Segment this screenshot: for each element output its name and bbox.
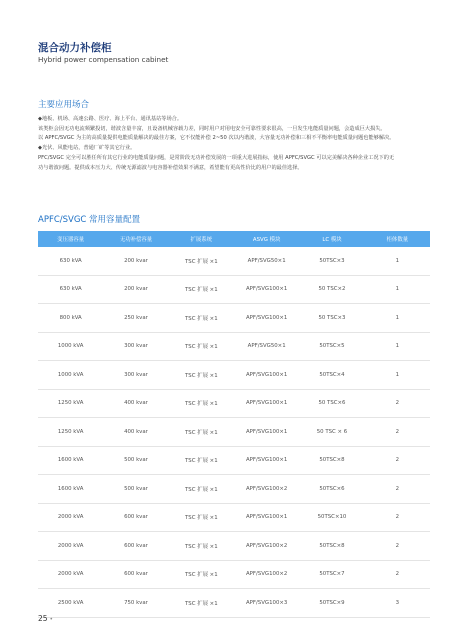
table-cell: 50TSC×9 bbox=[299, 589, 364, 618]
table-cell: 600 kvar bbox=[103, 503, 168, 532]
table-cell: 800 kVA bbox=[38, 304, 103, 333]
table-cell: 500 kvar bbox=[103, 475, 168, 504]
table-cell: 1000 kVA bbox=[38, 361, 103, 390]
column-header: ASVG 模块 bbox=[234, 231, 299, 247]
applications-line: ◆地板、机场、高速公路、医疗、海上平台、通讯基站等场合。 bbox=[38, 116, 183, 122]
table-cell: 50 TSC×3 bbox=[299, 304, 364, 333]
table-cell: TSC 扩展 ×1 bbox=[169, 275, 234, 304]
table-row bbox=[38, 475, 430, 504]
table-cell: 750 kvar bbox=[103, 589, 168, 618]
table-cell: TSC 扩展 ×1 bbox=[169, 532, 234, 561]
table-cell: 1 bbox=[365, 361, 430, 390]
table-cell: APF/SVG50×1 bbox=[234, 247, 299, 275]
table-cell: TSC 扩展 ×1 bbox=[169, 589, 234, 618]
table-cell: 2000 kVA bbox=[38, 560, 103, 589]
table-cell: 2000 kVA bbox=[38, 532, 103, 561]
table-cell: APF/SVG100×2 bbox=[234, 560, 299, 589]
table-cell: 2 bbox=[365, 532, 430, 561]
table-cell: TSC 扩展 ×1 bbox=[169, 304, 234, 333]
table-cell: 400 kvar bbox=[103, 389, 168, 418]
table-cell: 2500 kVA bbox=[38, 589, 103, 618]
page-number-dot: • bbox=[49, 616, 54, 623]
table-cell: 2 bbox=[365, 475, 430, 504]
table-cell: 1 bbox=[365, 275, 430, 304]
table-cell: 50 TSC×6 bbox=[299, 389, 364, 418]
table-cell: 50 TSC × 6 bbox=[299, 418, 364, 447]
table-cell: 200 kvar bbox=[103, 247, 168, 275]
table-cell: 300 kvar bbox=[103, 361, 168, 390]
table-cell: 300 kvar bbox=[103, 332, 168, 361]
table-cell: APF/SVG100×1 bbox=[234, 418, 299, 447]
column-header: 无功补偿容量 bbox=[103, 231, 168, 247]
table-cell: 50TSC×6 bbox=[299, 475, 364, 504]
table-cell: 1250 kVA bbox=[38, 389, 103, 418]
table-row bbox=[38, 332, 430, 361]
table-cell: APF/SVG50×1 bbox=[234, 332, 299, 361]
capacity-config-table bbox=[38, 231, 430, 618]
applications-line: PFC/SVGC 完全可以胜任所有其它行业的电能质量问题，是常阶段无功补偿发展的一项重大进展指标，使用 APFC/SVGC 可以完美解决各种企业工况下的无 bbox=[38, 154, 395, 161]
table-cell: 2 bbox=[365, 389, 430, 418]
table-cell: 600 kvar bbox=[103, 532, 168, 561]
table-cell: 2000 kVA bbox=[38, 503, 103, 532]
table-cell: 50TSC×3 bbox=[299, 247, 364, 275]
applications-body bbox=[38, 115, 438, 173]
table-cell: APF/SVG100×1 bbox=[234, 503, 299, 532]
table-cell: 500 kvar bbox=[103, 446, 168, 475]
table-cell: 400 kvar bbox=[103, 418, 168, 447]
table-cell: APF/SVG100×3 bbox=[234, 589, 299, 618]
applications-line: ◆光伏、风能电站，普通厂矿等其它行业。 bbox=[38, 145, 136, 152]
applications-heading: 主要应用场合 bbox=[38, 100, 90, 110]
table-cell: TSC 扩展 ×1 bbox=[169, 446, 234, 475]
table-cell: APF/SVG100×1 bbox=[234, 389, 299, 418]
applications-line: 该类柜会因无功电流频繁投切，谐波含量丰富，且设备机械容载力差，同时用户对用电安全可靠性要求很高，一旦发生电能质量问题，会造成巨大损失。 bbox=[38, 125, 386, 132]
table-cell: APF/SVG100×2 bbox=[234, 475, 299, 504]
table-cell: TSC 扩展 ×1 bbox=[169, 418, 234, 447]
page-number-value: 25 bbox=[38, 614, 48, 623]
column-header: LC 模块 bbox=[299, 231, 364, 247]
table-cell: 600 kvar bbox=[103, 560, 168, 589]
table-row bbox=[38, 532, 430, 561]
table-cell: 50TSC×10 bbox=[299, 503, 364, 532]
table-cell: 50TSC×4 bbox=[299, 361, 364, 390]
table-row bbox=[38, 304, 430, 333]
page-title: 混合动力补偿柜 bbox=[38, 42, 112, 54]
table-cell: APF/SVG100×1 bbox=[234, 361, 299, 390]
table-cell: 2 bbox=[365, 446, 430, 475]
table-cell: 200 kvar bbox=[103, 275, 168, 304]
table-cell: TSC 扩展 ×1 bbox=[169, 389, 234, 418]
table-cell: 2 bbox=[365, 418, 430, 447]
table-cell: 50TSC×8 bbox=[299, 446, 364, 475]
table-cell: APF/SVG100×1 bbox=[234, 304, 299, 333]
table-row bbox=[38, 503, 430, 532]
table-row bbox=[38, 560, 430, 589]
table-row bbox=[38, 361, 430, 390]
table-row bbox=[38, 247, 430, 275]
table-cell: 630 kVA bbox=[38, 247, 103, 275]
config-heading: APFC/SVGC 常用容量配置 bbox=[38, 215, 141, 225]
table-cell: TSC 扩展 ×1 bbox=[169, 475, 234, 504]
table-cell: 250 kvar bbox=[103, 304, 168, 333]
page-subtitle: Hybrid power compensation cabinet bbox=[38, 55, 169, 64]
table-row bbox=[38, 446, 430, 475]
table-cell: 1250 kVA bbox=[38, 418, 103, 447]
applications-line: 以 APFC/SVGC 为主的高质量提供电能质量解决的最佳方案，它不仅能补偿 2~50 次以内谐波，大容量无功补偿和三相不平衡率电能质量问题也能够解决。 bbox=[38, 135, 395, 142]
table-cell: TSC 扩展 ×1 bbox=[169, 332, 234, 361]
table-cell: 1 bbox=[365, 247, 430, 275]
table-row bbox=[38, 589, 430, 618]
table-row bbox=[38, 418, 430, 447]
table-cell: 3 bbox=[365, 589, 430, 618]
table-cell: 2 bbox=[365, 503, 430, 532]
table-cell: 1000 kVA bbox=[38, 332, 103, 361]
table-cell: 50TSC×8 bbox=[299, 532, 364, 561]
table-header-row bbox=[38, 231, 430, 247]
table-cell: TSC 扩展 ×1 bbox=[169, 560, 234, 589]
applications-line: 功与谐波问题。提供成本压力大、传统无源滤波与电容器补偿效果不满意，希望能有更高性价比的用户的最佳选择。 bbox=[38, 164, 303, 171]
table-cell: 630 kVA bbox=[38, 275, 103, 304]
table-row bbox=[38, 389, 430, 418]
table-cell: 2 bbox=[365, 560, 430, 589]
table-cell: 1 bbox=[365, 304, 430, 333]
page-number bbox=[38, 614, 53, 623]
table-cell: 50 TSC×2 bbox=[299, 275, 364, 304]
table-cell: APF/SVG100×2 bbox=[234, 532, 299, 561]
table-cell: 50TSC×5 bbox=[299, 332, 364, 361]
table-body bbox=[38, 247, 430, 617]
column-header: 柜体数量 bbox=[365, 231, 430, 247]
table-cell: 50TSC×7 bbox=[299, 560, 364, 589]
table-cell: APF/SVG100×1 bbox=[234, 275, 299, 304]
table-row bbox=[38, 275, 430, 304]
table-cell: TSC 扩展 ×1 bbox=[169, 361, 234, 390]
table-cell: APF/SVG100×1 bbox=[234, 446, 299, 475]
table-cell: 1600 kVA bbox=[38, 446, 103, 475]
table-header bbox=[38, 231, 430, 247]
table-cell: TSC 扩展 ×1 bbox=[169, 247, 234, 275]
column-header: 变压器容量 bbox=[38, 231, 103, 247]
table-cell: 1 bbox=[365, 332, 430, 361]
column-header: 扩展系统 bbox=[169, 231, 234, 247]
table-cell: 1600 kVA bbox=[38, 475, 103, 504]
table-cell: TSC 扩展 ×1 bbox=[169, 503, 234, 532]
